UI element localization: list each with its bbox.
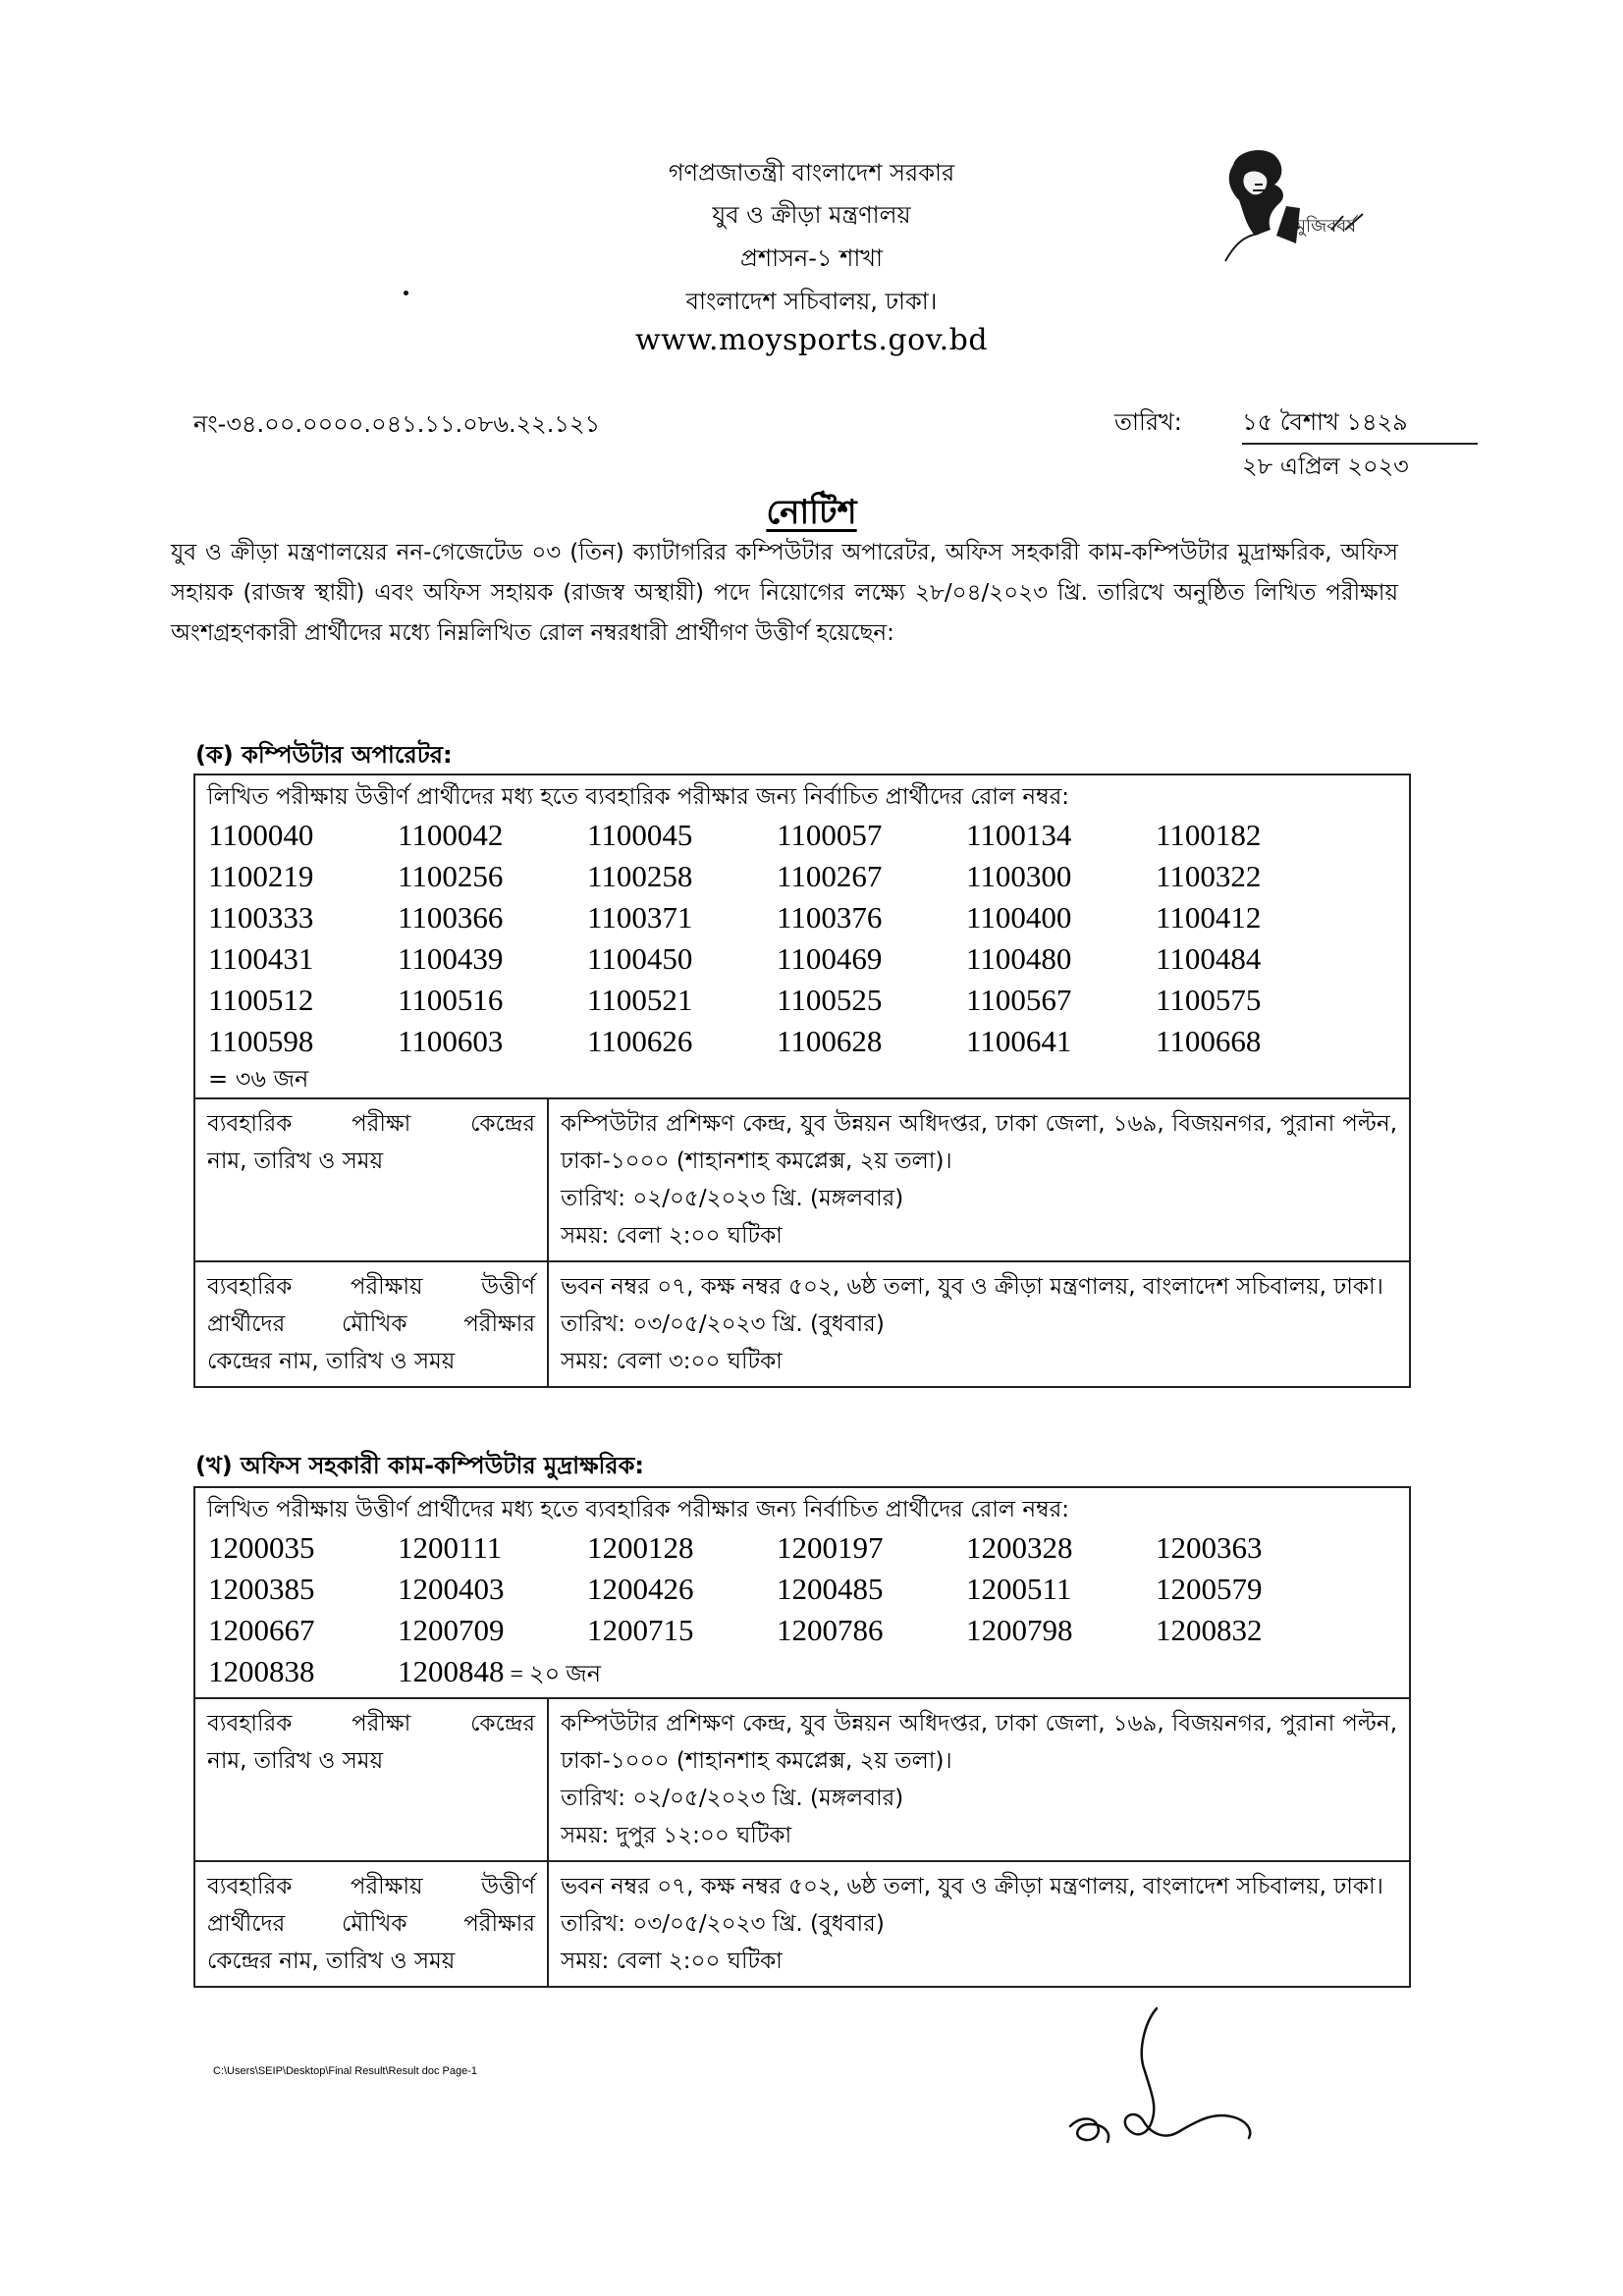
stray-dot — [404, 291, 408, 295]
section-a-roll-row — [195, 775, 1409, 1097]
section-b-roll-row — [195, 1488, 1409, 1697]
section-a-practical-details — [549, 1099, 1409, 1260]
portrait-logo-icon — [1216, 145, 1373, 273]
roll-number: 1100366 — [398, 900, 504, 934]
section-b-practical-row — [195, 1697, 1409, 1860]
section-b-heading: (খ) অফিস সহকারী কাম-কম্পিউটার মুদ্রাক্ষরিক: — [195, 1452, 645, 1479]
practical-time: সময়: দুপুর ১২:০০ ঘটিকা — [561, 1823, 792, 1848]
roll-number: 1100525 — [777, 983, 883, 1017]
roll-number: 1200426 — [587, 1572, 694, 1606]
roll-number: 1200111 — [398, 1530, 503, 1565]
roll-number: 1100512 — [208, 983, 314, 1017]
section-a-list-caption: লিখিত পরীক্ষায় উত্তীর্ণ প্রার্থীদের মধ্য হতে ব্যবহারিক পরীক্ষার জন্য নির্বাচিত প্রার্থীদের রোল নম্বর: — [207, 784, 1070, 810]
roll-number: 1200838 — [208, 1654, 315, 1688]
roll-number: 1200667 — [208, 1613, 315, 1647]
roll-number: 1100258 — [587, 859, 693, 893]
section-a-practical-row — [195, 1097, 1409, 1260]
roll-number: 1100480 — [966, 941, 1072, 976]
section-b-list-caption: লিখিত পরীক্ষায় উত্তীর্ণ প্রার্থীদের মধ্য হতে ব্যবহারিক পরীক্ষার জন্য নির্বাচিত প্রার্থীদের রোল নম্বর: — [207, 1497, 1070, 1522]
viva-time: সময়: বেলা ৩:০০ ঘটিকা — [561, 1349, 783, 1374]
roll-number: 1100575 — [1156, 983, 1262, 1017]
practical-venue: কম্পিউটার প্রশিক্ষণ কেন্দ্র, যুব উন্নয়ন অধিদপ্তর, ঢাকা জেলা, ১৬৯, বিজয়নগর, পুরানা পল্টন, ঢাকা-১০০০ (শাহানশাহ কমপ্লেক্স, ২য় তলা)। — [561, 1111, 1397, 1174]
portrait-caption: মুজিববর্ষ — [1296, 216, 1357, 237]
viva-date: তারিখ: ০৩/০৫/২০২৩ খ্রি. (বুধবার) — [561, 1911, 885, 1937]
section-b-practical-details — [549, 1699, 1409, 1860]
section-b-viva-row — [195, 1860, 1409, 1986]
roll-number: 1100371 — [587, 900, 693, 934]
roll-number: 1100267 — [777, 859, 883, 893]
roll-number: 1100521 — [587, 983, 693, 1017]
roll-number: 1200786 — [777, 1613, 884, 1647]
section-b-practical-label — [195, 1699, 549, 1860]
viva-label-line: ব্যবহারিক পরীক্ষায় উত্তীর্ণ — [207, 1874, 535, 1899]
section-a-viva-details — [549, 1262, 1409, 1386]
roll-number: 1100626 — [587, 1024, 693, 1058]
roll-number: 1100300 — [966, 859, 1072, 893]
roll-number: 1100376 — [777, 900, 883, 934]
date-gregorian: ২৮ এপ্রিল ২০২৩ — [1242, 453, 1409, 480]
roll-number: 1100412 — [1156, 900, 1262, 934]
section-total: = ২০ জন — [504, 1662, 602, 1687]
viva-time: সময়: বেলা ২:০০ ঘটিকা — [561, 1949, 783, 1974]
roll-number: 1200832 — [1156, 1613, 1263, 1647]
roll-number: 1100045 — [587, 818, 693, 852]
roll-number: 1100182 — [1156, 818, 1262, 852]
section-b-roll-grid — [195, 1527, 1409, 1695]
roll-number: 1100450 — [587, 941, 693, 976]
practical-label-line: ব্যবহারিক পরীক্ষা কেন্দ্রের — [207, 1111, 535, 1137]
ministry-name: যুব ও ক্রীড়া মন্ত্রণালয় — [712, 201, 911, 229]
roll-number: 1200848 = ২০ জন — [398, 1654, 602, 1688]
roll-number: 1200128 — [587, 1530, 694, 1565]
viva-venue: ভবন নম্বর ০৭, কক্ষ নম্বর ৫০২, ৬ষ্ঠ তলা, যুব ও ক্রীড়া মন্ত্রণালয়, বাংলাদেশ সচিবালয়, ঢাকা। — [561, 1874, 1383, 1899]
viva-label-line: ব্যবহারিক পরীক্ষায় উত্তীর্ণ — [207, 1274, 535, 1300]
roll-number: 1200715 — [587, 1613, 694, 1647]
roll-number: 1100040 — [208, 818, 314, 852]
roll-number: 1100516 — [398, 983, 504, 1017]
roll-number: 1100042 — [398, 818, 504, 852]
notice-title: নোটিশ — [766, 493, 857, 532]
practical-time: সময়: বেলা ২:০০ ঘটিকা — [561, 1223, 783, 1249]
roll-number: 1200328 — [966, 1530, 1073, 1565]
roll-number: 1200485 — [777, 1572, 884, 1606]
roll-number: 1100057 — [777, 818, 883, 852]
viva-date: তারিখ: ০৩/০৫/২০২৩ খ্রি. (বুধবার) — [561, 1311, 885, 1337]
roll-number: 1200798 — [966, 1613, 1073, 1647]
file-path-footer: C:\Users\SEIP\Desktop\Final Result\Result doc Page-1 — [213, 2065, 478, 2077]
roll-number: 1200579 — [1156, 1572, 1263, 1606]
roll-number: 1100469 — [777, 941, 883, 976]
viva-label-line: কেন্দ্রের নাম, তারিখ ও সময় — [207, 1349, 456, 1374]
section-a-heading: (ক) কম্পিউটার অপারেটর: — [195, 741, 453, 769]
roll-number: 1100668 — [1156, 1024, 1262, 1058]
roll-number: 1100567 — [966, 983, 1072, 1017]
roll-number: 1100333 — [208, 900, 314, 934]
roll-number: 1100484 — [1156, 941, 1262, 976]
roll-number: 1100134 — [966, 818, 1072, 852]
section-b-table — [193, 1486, 1411, 1988]
intro-paragraph: যুব ও ক্রীড়া মন্ত্রণালয়ের নন-গেজেটেড ০৩ (তিন) ক্যাটাগরির কম্পিউটার অপারেটর, অফিস সহকারী কাম-কম্পিউটার মুদ্রাক্ষরিক, অফিস সহায়ক (রাজস্ব স্থায়ী) এবং অফিস সহায়ক (রাজস্ব অস্থায়ী) পদে নিয়োগের লক্ষ্যে ২৮/০৪/২০২৩ খ্রি. তারিখে অনুষ্ঠিত লিখিত পরীক্ষায় অংশগ্রহণকারী প্রার্থীদের মধ্যে নিম্নলিখিত রোল নম্বরধারী প্রার্থীগণ উত্তীর্ণ হয়েছেন: — [171, 540, 1398, 646]
practical-label-line: নাম, তারিখ ও সময় — [207, 1148, 384, 1174]
roll-number: 1100219 — [208, 859, 314, 893]
secretariat-address: বাংলাদেশ সচিবালয়, ঢাকা। — [685, 288, 938, 315]
roll-number: 1200709 — [398, 1613, 505, 1647]
govt-name: গণপ্রজাতন্ত্রী বাংলাদেশ সরকার — [668, 159, 955, 187]
roll-number: 1200363 — [1156, 1530, 1263, 1565]
roll-number: 1200385 — [208, 1572, 315, 1606]
roll-number: 1200511 — [966, 1572, 1072, 1606]
roll-number: 1100598 — [208, 1024, 314, 1058]
roll-number: 1100603 — [398, 1024, 504, 1058]
viva-venue: ভবন নম্বর ০৭, কক্ষ নম্বর ৫০২, ৬ষ্ঠ তলা, যুব ও ক্রীড়া মন্ত্রণালয়, বাংলাদেশ সচিবালয়, ঢাকা। — [561, 1274, 1383, 1300]
memo-number: নং-৩৪.০০.০০০০.০৪১.১১.০৮৬.২২.১২১ — [193, 410, 601, 438]
practical-date: তারিখ: ০২/০৫/২০২৩ খ্রি. (মঙ্গলবার) — [561, 1186, 904, 1211]
section-a-table — [193, 774, 1411, 1388]
roll-number: 1100431 — [208, 941, 314, 976]
viva-label-line: প্রার্থীদের মৌখিক পরীক্ষার — [207, 1311, 535, 1337]
section-a-viva-row — [195, 1260, 1409, 1386]
date-bangla: ১৫ বৈশাখ ১৪২৯ — [1242, 405, 1478, 445]
roll-number: 1100400 — [966, 900, 1072, 934]
section-b-viva-details — [549, 1862, 1409, 1986]
website-url: www.moysports.gov.bd — [634, 323, 989, 357]
roll-number: 1200035 — [208, 1530, 315, 1565]
practical-venue: কম্পিউটার প্রশিক্ষণ কেন্দ্র, যুব উন্নয়ন অধিদপ্তর, ঢাকা জেলা, ১৬৯, বিজয়নগর, পুরানা পল্টন, ঢাকা-১০০০ (শাহানশাহ কমপ্লেক্স, ২য় তলা)। — [561, 1711, 1397, 1774]
section-a-roll-grid — [195, 815, 1409, 1062]
roll-number: 1200403 — [398, 1572, 505, 1606]
roll-number: 1100439 — [398, 941, 504, 976]
roll-number: 1100256 — [398, 859, 504, 893]
section-b-viva-label — [195, 1862, 549, 1986]
practical-label-line: নাম, তারিখ ও সময় — [207, 1748, 384, 1774]
signature-icon — [1051, 2002, 1276, 2169]
section-a-total: = ৩৬ জন — [208, 1065, 309, 1093]
viva-label-line: প্রার্থীদের মৌখিক পরীক্ষার — [207, 1911, 535, 1937]
viva-label-line: কেন্দ্রের নাম, তারিখ ও সময় — [207, 1949, 456, 1974]
section-a-practical-label — [195, 1099, 549, 1260]
roll-number: 1200197 — [777, 1530, 884, 1565]
date-label: তারিখ: — [1114, 408, 1182, 436]
branch-name: প্রশাসন-১ শাখা — [740, 244, 883, 272]
roll-number: 1100641 — [966, 1024, 1072, 1058]
practical-label-line: ব্যবহারিক পরীক্ষা কেন্দ্রের — [207, 1711, 535, 1736]
roll-number: 1100322 — [1156, 859, 1262, 893]
section-a-viva-label — [195, 1262, 549, 1386]
roll-number: 1100628 — [777, 1024, 883, 1058]
practical-date: তারিখ: ০২/০৫/২০২৩ খ্রি. (মঙ্গলবার) — [561, 1786, 904, 1811]
